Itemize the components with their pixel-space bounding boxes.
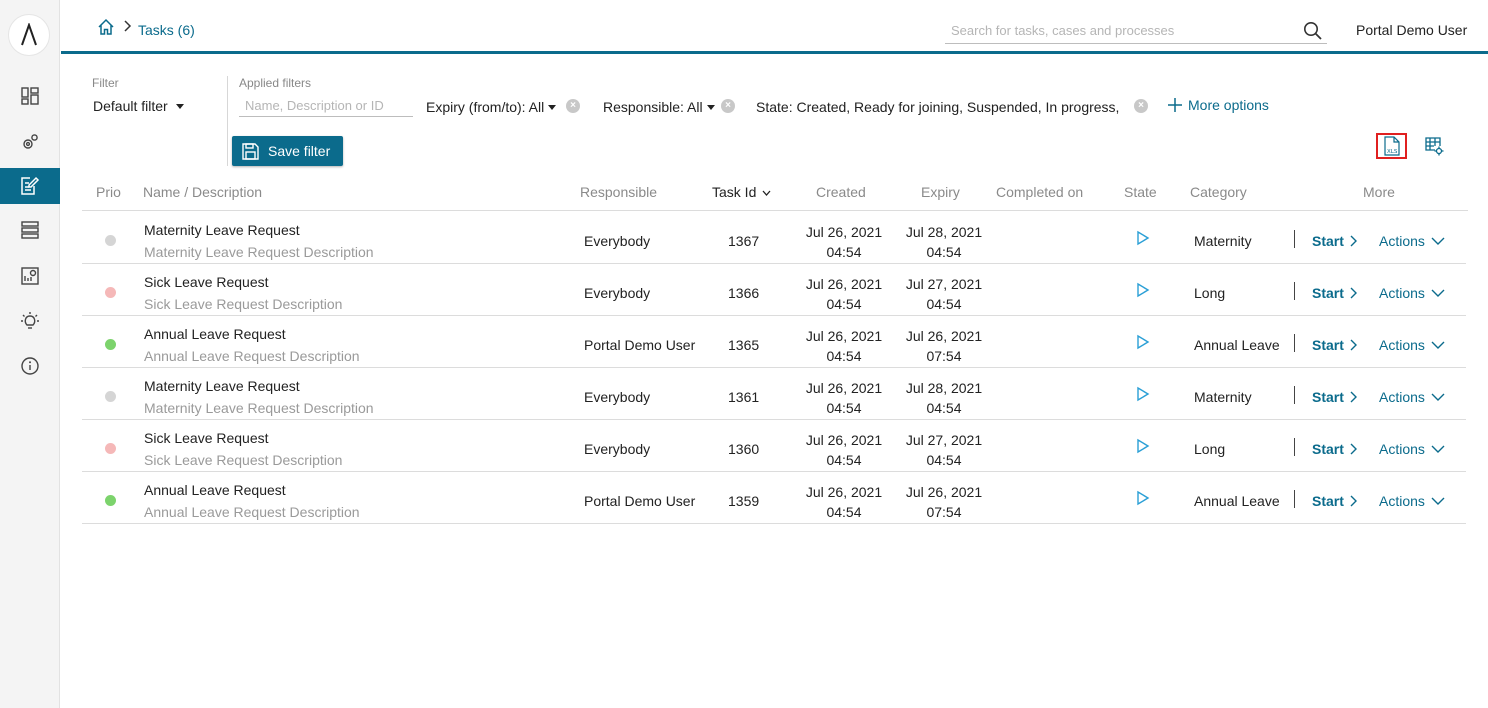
action-divider xyxy=(1294,282,1295,300)
sidebar-item-tasks[interactable] xyxy=(0,168,60,204)
start-button[interactable] xyxy=(1312,441,1358,457)
task-expiry-date: Jul 27, 2021 xyxy=(905,432,983,448)
header-divider xyxy=(82,210,1468,211)
sort-desc-icon xyxy=(762,190,771,196)
column-responsible[interactable]: Responsible xyxy=(580,184,658,200)
lambda-logo-icon xyxy=(19,23,39,47)
name-filter xyxy=(239,95,413,117)
actions-menu-button[interactable] xyxy=(1379,389,1445,405)
user-menu[interactable]: Portal Demo User xyxy=(1356,22,1468,38)
state-play-icon xyxy=(1136,334,1150,353)
info-icon xyxy=(20,356,40,376)
actions-menu-button[interactable] xyxy=(1379,337,1445,353)
actions-menu-button[interactable] xyxy=(1379,493,1445,509)
actions-label: Actions xyxy=(1379,337,1425,353)
task-name[interactable]: Annual Leave Request xyxy=(144,326,286,342)
xls-file-icon xyxy=(1383,136,1401,156)
more-options-link[interactable] xyxy=(1168,97,1269,113)
task-responsible: Everybody xyxy=(584,233,651,249)
task-description: Maternity Leave Request Description xyxy=(144,244,374,260)
task-responsible: Portal Demo User xyxy=(584,493,696,509)
task-id: 1359 xyxy=(728,493,760,509)
state-play-icon xyxy=(1136,438,1150,457)
start-label: Start xyxy=(1312,441,1344,457)
start-button[interactable] xyxy=(1312,493,1358,509)
column-expiry[interactable]: Expiry xyxy=(921,184,960,200)
actions-label: Actions xyxy=(1379,441,1425,457)
task-expiry-date: Jul 28, 2021 xyxy=(905,224,983,240)
expiry-filter-chip[interactable] xyxy=(426,99,556,115)
chevron-down-icon xyxy=(1431,445,1445,453)
task-category: Maternity xyxy=(1194,233,1252,249)
task-expiry xyxy=(894,222,994,262)
task-responsible: Everybody xyxy=(584,389,651,405)
clear-state-icon[interactable]: × xyxy=(1134,99,1148,113)
task-created xyxy=(794,430,894,470)
filter-dropdown-value: Default filter xyxy=(93,98,168,114)
start-label: Start xyxy=(1312,389,1344,405)
action-divider xyxy=(1294,334,1295,352)
gears-icon xyxy=(20,132,40,152)
start-button[interactable] xyxy=(1312,337,1358,353)
breadcrumb-tasks[interactable]: Tasks (6) xyxy=(138,22,195,38)
start-button[interactable] xyxy=(1312,389,1358,405)
lightbulb-icon xyxy=(20,311,40,331)
more-options-label: More options xyxy=(1188,97,1269,113)
chevron-right-icon xyxy=(1350,287,1358,299)
actions-menu-button[interactable] xyxy=(1379,441,1445,457)
task-description: Annual Leave Request Description xyxy=(144,504,360,520)
state-play-icon xyxy=(1136,386,1150,405)
task-description: Maternity Leave Request Description xyxy=(144,400,374,416)
column-config-button[interactable] xyxy=(1424,136,1444,159)
caret-down-icon xyxy=(548,105,556,110)
task-created xyxy=(794,482,894,522)
responsible-filter-label: Responsible: All xyxy=(603,99,703,115)
task-row[interactable] xyxy=(82,472,1466,524)
chevron-right-icon xyxy=(1350,339,1358,351)
home-icon[interactable] xyxy=(97,18,115,36)
task-created-date: Jul 26, 2021 xyxy=(805,328,883,344)
task-expiry-time: 07:54 xyxy=(926,348,962,364)
sidebar-item-ideas[interactable] xyxy=(0,303,60,339)
chevron-right-icon xyxy=(1350,443,1358,455)
task-id: 1361 xyxy=(728,389,760,405)
sidebar-item-processes[interactable] xyxy=(0,124,60,160)
caret-down-icon xyxy=(707,105,715,110)
column-category[interactable]: Category xyxy=(1190,184,1247,200)
actions-label: Actions xyxy=(1379,493,1425,509)
state-play-icon xyxy=(1136,282,1150,301)
task-row[interactable] xyxy=(82,264,1466,316)
task-expiry xyxy=(894,430,994,470)
action-divider xyxy=(1294,386,1295,404)
save-filter-label: Save filter xyxy=(268,143,331,159)
task-expiry-date: Jul 26, 2021 xyxy=(905,328,983,344)
task-row[interactable] xyxy=(82,368,1466,420)
priority-dot xyxy=(105,235,116,246)
task-created-date: Jul 26, 2021 xyxy=(805,432,883,448)
actions-label: Actions xyxy=(1379,285,1425,301)
sidebar-item-statistics[interactable] xyxy=(0,258,60,294)
chevron-down-icon xyxy=(1431,393,1445,401)
chevron-right-icon xyxy=(1350,235,1358,247)
action-divider xyxy=(1294,230,1295,248)
task-created-date: Jul 26, 2021 xyxy=(805,380,883,396)
sidebar-item-cases[interactable] xyxy=(0,212,60,248)
start-label: Start xyxy=(1312,285,1344,301)
priority-dot xyxy=(105,339,116,350)
actions-label: Actions xyxy=(1379,233,1425,249)
task-created-date: Jul 26, 2021 xyxy=(805,224,883,240)
export-excel-button[interactable] xyxy=(1376,133,1407,159)
task-category: Maternity xyxy=(1194,389,1252,405)
start-label: Start xyxy=(1312,233,1344,249)
task-created-time: 04:54 xyxy=(826,244,862,260)
priority-dot xyxy=(105,391,116,402)
chevron-down-icon xyxy=(1431,289,1445,297)
task-category: Long xyxy=(1194,441,1226,457)
list-icon xyxy=(20,220,40,240)
start-label: Start xyxy=(1312,337,1344,353)
task-created xyxy=(794,378,894,418)
task-expiry xyxy=(894,378,994,418)
chevron-right-icon xyxy=(123,20,133,32)
task-created-time: 04:54 xyxy=(826,296,862,312)
global-search xyxy=(945,17,1327,44)
responsible-filter-chip[interactable] xyxy=(603,99,715,115)
task-category: Long xyxy=(1194,285,1226,301)
expiry-filter-label: Expiry (from/to): All xyxy=(426,99,545,115)
task-created-time: 04:54 xyxy=(826,400,862,416)
task-name[interactable]: Maternity Leave Request xyxy=(144,222,300,238)
save-filter-button[interactable] xyxy=(232,136,343,166)
action-divider xyxy=(1294,438,1295,456)
chevron-down-icon xyxy=(1431,497,1445,505)
task-expiry xyxy=(894,482,994,522)
save-icon xyxy=(242,143,259,160)
start-label: Start xyxy=(1312,493,1344,509)
column-completed-on[interactable]: Completed on xyxy=(996,184,1084,200)
task-id: 1367 xyxy=(728,233,760,249)
clear-expiry-icon[interactable]: × xyxy=(566,99,580,113)
task-created-time: 04:54 xyxy=(826,452,862,468)
state-filter-label: State: Created, Ready for joining, Suspended, In progress, xyxy=(756,99,1120,115)
applied-filters-label: Applied filters xyxy=(239,76,312,90)
chevron-down-icon xyxy=(1431,237,1445,245)
task-expiry-date: Jul 27, 2021 xyxy=(905,276,983,292)
column-created[interactable]: Created xyxy=(816,184,866,200)
state-play-icon xyxy=(1136,490,1150,509)
state-play-icon xyxy=(1136,230,1150,249)
task-name[interactable]: Annual Leave Request xyxy=(144,482,286,498)
actions-menu-button[interactable] xyxy=(1379,285,1445,301)
task-responsible: Everybody xyxy=(584,285,651,301)
task-description: Annual Leave Request Description xyxy=(144,348,360,364)
priority-dot xyxy=(105,443,116,454)
task-created-date: Jul 26, 2021 xyxy=(805,276,883,292)
task-expiry-time: 04:54 xyxy=(926,296,962,312)
name-filter-input[interactable] xyxy=(239,95,409,115)
task-row[interactable] xyxy=(82,420,1466,472)
edit-document-icon xyxy=(20,176,40,196)
task-created xyxy=(794,222,894,262)
task-id: 1366 xyxy=(728,285,760,301)
task-id: 1365 xyxy=(728,337,760,353)
top-bar xyxy=(61,0,1488,54)
statistics-icon xyxy=(20,266,40,286)
plus-icon xyxy=(1168,98,1182,112)
task-created-date: Jul 26, 2021 xyxy=(805,484,883,500)
task-expiry-date: Jul 26, 2021 xyxy=(905,484,983,500)
start-button[interactable] xyxy=(1312,233,1358,249)
task-name[interactable]: Sick Leave Request xyxy=(144,274,269,290)
task-row[interactable] xyxy=(82,212,1466,264)
filter-label: Filter xyxy=(92,76,119,90)
column-task-id[interactable] xyxy=(712,184,771,200)
filter-divider xyxy=(227,76,228,166)
app-logo[interactable] xyxy=(8,14,50,56)
task-expiry xyxy=(894,274,994,314)
search-input[interactable] xyxy=(945,17,1285,43)
actions-menu-button[interactable] xyxy=(1379,233,1445,249)
column-name[interactable]: Name / Description xyxy=(143,184,263,200)
start-button[interactable] xyxy=(1312,285,1358,301)
task-expiry xyxy=(894,326,994,366)
task-created-time: 04:54 xyxy=(826,504,862,520)
task-responsible: Portal Demo User xyxy=(584,337,696,353)
task-name[interactable]: Sick Leave Request xyxy=(144,430,269,446)
task-description: Sick Leave Request Description xyxy=(144,296,343,312)
table-settings-icon xyxy=(1424,136,1444,156)
caret-down-icon xyxy=(176,104,184,109)
task-expiry-date: Jul 28, 2021 xyxy=(905,380,983,396)
column-more: More xyxy=(1363,184,1395,200)
filter-dropdown[interactable] xyxy=(93,98,184,114)
state-filter-chip[interactable] xyxy=(756,99,1119,115)
task-created-time: 04:54 xyxy=(826,348,862,364)
column-prio[interactable]: Prio xyxy=(96,184,121,200)
task-created xyxy=(794,274,894,314)
dashboard-icon xyxy=(20,86,40,106)
task-category: Annual Leave xyxy=(1194,493,1280,509)
chevron-down-icon xyxy=(1431,341,1445,349)
task-expiry-time: 04:54 xyxy=(926,244,962,260)
task-expiry-time: 07:54 xyxy=(926,504,962,520)
chevron-right-icon xyxy=(1350,391,1358,403)
task-category: Annual Leave xyxy=(1194,337,1280,353)
priority-dot xyxy=(105,287,116,298)
task-created xyxy=(794,326,894,366)
column-state[interactable]: State xyxy=(1124,184,1157,200)
task-expiry-time: 04:54 xyxy=(926,400,962,416)
sidebar xyxy=(0,0,60,708)
task-expiry-time: 04:54 xyxy=(926,452,962,468)
action-divider xyxy=(1294,490,1295,508)
search-icon[interactable] xyxy=(1303,21,1323,41)
task-description: Sick Leave Request Description xyxy=(144,452,343,468)
priority-dot xyxy=(105,495,116,506)
task-responsible: Everybody xyxy=(584,441,651,457)
sidebar-item-about[interactable] xyxy=(0,348,60,384)
svg-text:XLS: XLS xyxy=(1386,149,1397,155)
task-row[interactable] xyxy=(82,316,1466,368)
chevron-right-icon xyxy=(1350,495,1358,507)
sidebar-item-dashboard[interactable] xyxy=(0,78,60,114)
clear-responsible-icon[interactable]: × xyxy=(721,99,735,113)
actions-label: Actions xyxy=(1379,389,1425,405)
column-task-id-label: Task Id xyxy=(712,184,757,200)
task-name[interactable]: Maternity Leave Request xyxy=(144,378,300,394)
task-id: 1360 xyxy=(728,441,760,457)
